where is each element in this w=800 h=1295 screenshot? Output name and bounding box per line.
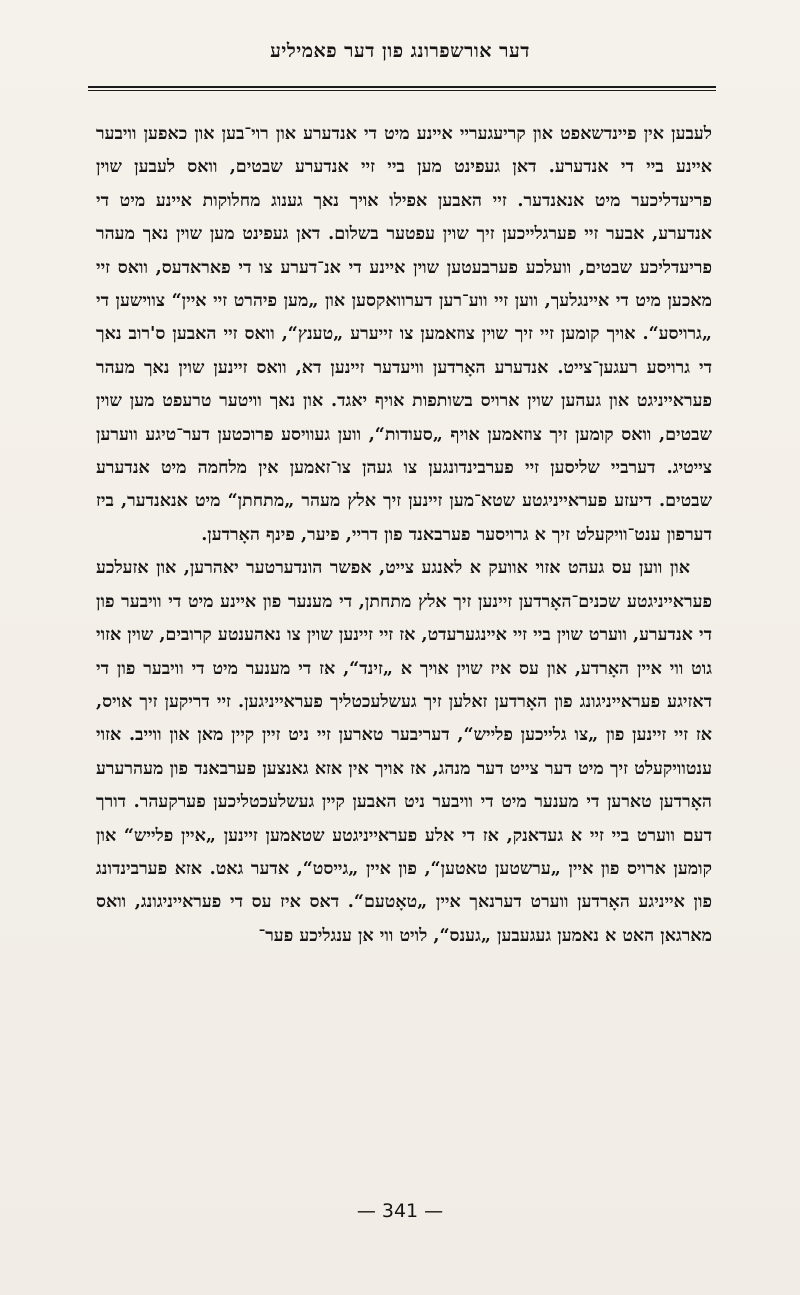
paragraph: און ווען עס געהט אזוי אוועק א לאנגע צייט, אפשר הונדערטער יאהרען, און אזעלכע פעראייניגטע שכנים־האָרדען זיינען זיך אלץ מתחתן, די מענער פון איינע מיט די וויבער פון די אנדערע, ווערט שוין ביי זיי איינגערעדט, אז זיי זיינען שוין צו נאהענטע קרובים, שוין אזוי גוט ווי איין האָרדע, און עס איז שוין אויך א „זינד“, אז די מענער מיט די וויבער פון די דאזיגע פעראייניגונג פון האָרדען זאלען זיך געשלעכטליך פעראייניגען. זיי דריקען זיך אויס, אז זיי זיינען פון „צו גלייכען פלייש“, דעריבער טארען זיי ניט זיין קיין מאן און ווייב. אזוי ענטוויקעלט זיך מיט דער צייט דער מנהג, אז אויך אין אזא גאנצען פערבאנד פון מעהרערע האָרדען טארען די מענער מיט די וויבער ניט האבען קיין געשלעכטליכען פערקעהר. דורך דעם ווערט ביי זיי א געדאנק, אז די אלע פעראייניגטע שטאמען זיינען „איין פלייש“ און קומען ארויס פון איין „ערשטען טאטען“, פון איין „גייסט“, אדער גאט. אזא פערבינדונג פון אייניגע האָרדען ווערט דערנאך איין „טאָטעם“. דאס איז עס די פעראייניגונג, וואס מארגאן האט א נאמען געגעבען „גענס“, לויט ווי אן ענגליכע פער־: [96, 558, 712, 946]
header-rule: [88, 86, 716, 88]
page-number: — 341 —: [356, 1200, 444, 1222]
running-head: דער אורשפרונג פון דער פאמיליע: [270, 40, 530, 62]
paragraph: לעבען אין פיינדשאפט און קריעגעריי איינע מיט די אנדערע און רוי־בען און כאפען וויבער איינע ביי די אנדערע. דאן געפינט מען ביי זיי אנדערע שבטים, וואס לעבען שוין פריעדליכער מיט אנאנדער. זיי האבען אפילו אויך נאך גענוג מחלוקות איינע מיט די אנדערע, אבער זיי פערגלייכען זיך שוין עפטער בשלום. דאן געפינט מען שוין נאך מעהר פריעדליכע שבטים, וועלכע פערבעטען שוין איינע די אנ־דערע צו די פאראדעס, וואס זיי מאכען מיט די איינגלעך, ווען זיי ווע־רען דערוואקסען און „מען פיהרט זיי איין“ צווישען די „גרויסע“. אויך קומען זיי זיך שוין צוזאמען צו זייערע „טענץ“, וואס זיי האבען ס'רוב נאך די גרויסע רעגען־צייט. אנדערע האָרדען וויעדער זיינען דא, וואס זיינען שוין נאך מעהר פעראייניגט און געהען שוין ארויס בשותפות אויף יאגד. און נאך וויטער טרעפט מען שוין שבטים, וואס קומען זיך צוזאמען אויף „סעודות“, ווען געוויסע פרוכטען דער־טיגע ווערען צייטיג. דערביי שליסען זיי פערבינדונגען צו געהן צו־זאמען אין מלחמה מיט אנדערע שבטים. דיעזע פעראייניגטע שטא־מען זיינען זיך אלץ מעהר „מתחתן“ מיט אנאנדער, ביז דערפון ענט־וויקעלט זיך א גרויסער פערבאנד פון דריי, פיער, פינף האָרדען.: [96, 124, 712, 545]
body-text: [96, 118, 712, 953]
